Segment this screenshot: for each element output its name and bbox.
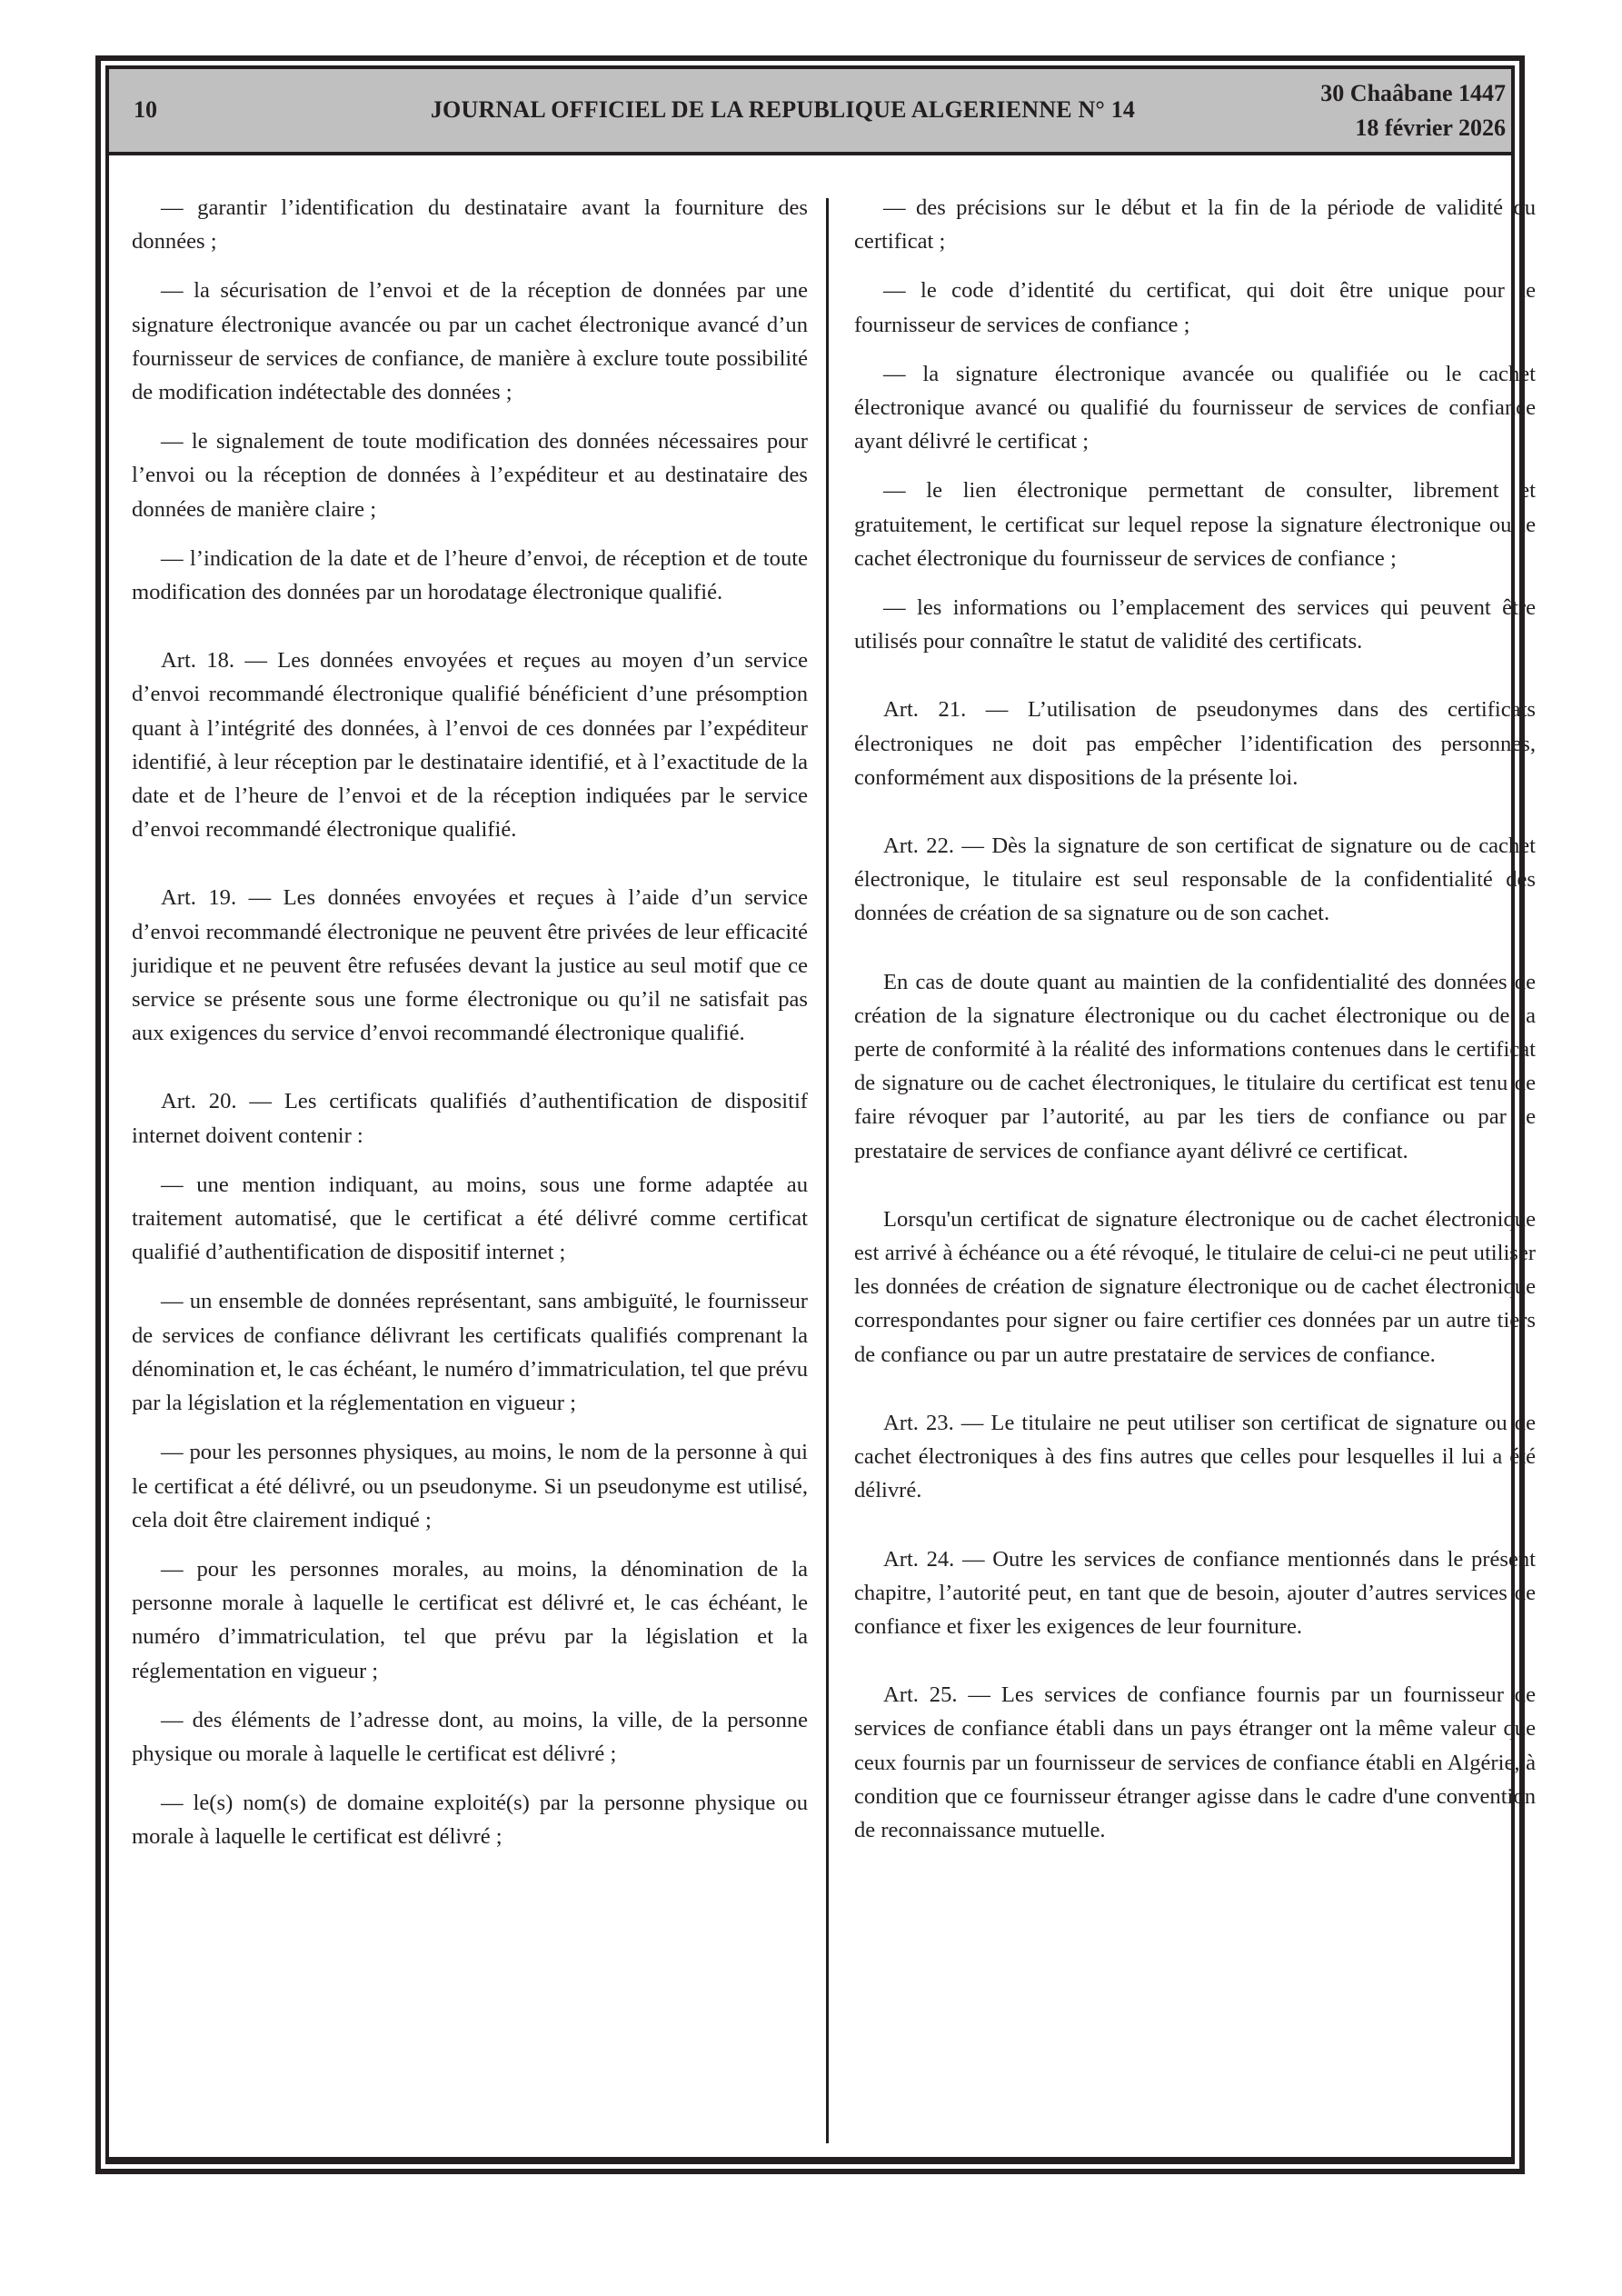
- paragraph: — les informations ou l’emplacement des services qui peuvent être utilisés pour connaître le statut de validité des certificats.: [854, 595, 1536, 654]
- paragraph: — des précisions sur le début et la fin de la période de validité du certificat ;: [854, 195, 1536, 255]
- article-25: Art. 25. — Les services de confiance fournis par un fournisseur de services de confiance établi dans un pays étranger ont la même valeur que ceux fournis par un fournisseur de services de confiance établi en Algérie, à condition que ce fournisseur étranger agisse dans le cadre d'une convention de reconnaissance mutuelle.: [854, 1682, 1536, 1842]
- paragraph: — l’indication de la date et de l’heure d’envoi, de réception et de toute modification des données par un horodatage électronique qualifié.: [132, 545, 808, 605]
- paragraph: — une mention indiquant, au moins, sous une forme adaptée au traitement automatisé, que le certificat a été délivré comme certificat qualifié d’authentification de dispositif internet ;: [132, 1172, 808, 1265]
- issue-dates: [1320, 76, 1506, 145]
- paragraph: — pour les personnes morales, au moins, la dénomination de la personne morale à laquelle le certificat est délivré et, le cas échéant, le numéro d’immatriculation, tel que prévu par la législation et la réglementation en vigueur ;: [132, 1556, 808, 1683]
- date-gregorian: 18 février 2026: [1355, 115, 1506, 141]
- article-20: Art. 20. — Les certificats qualifiés d’authentification de dispositif internet doivent contenir :: [132, 1089, 808, 1148]
- paragraph: — garantir l’identification du destinataire avant la fourniture des données ;: [132, 195, 808, 255]
- article-24: Art. 24. — Outre les services de confiance mentionnés dans le présent chapitre, l’autorité peut, en tant que de besoin, ajouter d’autres services de confiance et fixer les exigences de leur fourniture.: [854, 1546, 1536, 1639]
- page-frame-inner: [105, 65, 1536, 2164]
- journal-header: [109, 69, 1511, 155]
- text-columns: [132, 191, 1536, 2130]
- page-number: 10: [134, 96, 157, 123]
- column-divider: [826, 198, 829, 2143]
- journal-title: JOURNAL OFFICIEL DE LA REPUBLIQUE ALGERIENNE N° 14: [430, 96, 1136, 123]
- article-21: Art. 21. — L’utilisation de pseudonymes dans des certificats électroniques ne doit pas empêcher l’identification des personnes, conformément aux dispositions de la présente loi.: [854, 697, 1536, 790]
- paragraph: — le code d’identité du certificat, qui doit être unique pour le fournisseur de services de confiance ;: [854, 278, 1536, 337]
- paragraph: — pour les personnes physiques, au moins, le nom de la personne à qui le certificat a été délivré, ou un pseudonyme. Si un pseudonyme est utilisé, cela doit être clairement indiqué ;: [132, 1440, 808, 1532]
- right-column: [854, 191, 1536, 1862]
- article-18: Art. 18. — Les données envoyées et reçues au moyen d’un service d’envoi recommandé électronique qualifié bénéficient d’une présomption quant à l’intégrité des données, à l’envoi de ces données par l’expéditeur identifié, à leur réception par le destinataire identifié, et à l’exactitude de la date et de l’heure de l’envoi et de la réception indiquées par le service d’envoi recommandé électronique qualifié.: [132, 648, 808, 843]
- left-column: [132, 191, 808, 1870]
- page-frame-outer: [95, 55, 1536, 2174]
- article-23: Art. 23. — Le titulaire ne peut utiliser son certificat de signature ou de cachet électroniques à des fins autres que celles pour lesquelles il lui a été délivré.: [854, 1410, 1536, 1503]
- paragraph: — la signature électronique avancée ou qualifiée ou le cachet électronique avancé ou qualifié du fournisseur de services de confiance ayant délivré le certificat ;: [854, 361, 1536, 454]
- paragraph: — un ensemble de données représentant, sans ambiguïté, le fournisseur de services de confiance délivrant les certificats qualifiés comprenant la dénomination et, le cas échéant, le numéro d’immatriculation, tel que prévu par la législation et la réglementation en vigueur ;: [132, 1289, 808, 1416]
- paragraph: — le signalement de toute modification des données nécessaires pour l’envoi ou la réception de données à l’expéditeur et au destinataire des données de manière claire ;: [132, 429, 808, 522]
- paragraph: — des éléments de l’adresse dont, au moins, la ville, de la personne physique ou morale à laquelle le certificat est délivré ;: [132, 1707, 808, 1766]
- date-hijri: 30 Chaâbane 1447: [1320, 80, 1506, 106]
- paragraph: — le(s) nom(s) de domaine exploité(s) par la personne physique ou morale à laquelle le certificat est délivré ;: [132, 1791, 808, 1850]
- paragraph: Lorsqu'un certificat de signature électronique ou de cachet électronique est arrivé à échéance ou a été révoqué, le titulaire de celui-ci ne peut utiliser les données de création de signature électronique ou de cachet électronique correspondantes pour signer ou faire certifier ces données par un autre tiers de confiance ou par un autre prestataire de services de confiance.: [854, 1206, 1536, 1367]
- paragraph: — le lien électronique permettant de consulter, librement et gratuitement, le certificat sur lequel repose la signature électronique ou le cachet électronique du fournisseur de services de confiance ;: [854, 478, 1536, 571]
- article-19: Art. 19. — Les données envoyées et reçues à l’aide d’un service d’envoi recommandé électronique ne peuvent être privées de leur efficacité juridique et ne peuvent être refusées devant la justice au seul motif que ce service se présente sous une forme électronique ou qu’il ne satisfait pas aux exigences du service d’envoi recommandé électronique qualifié.: [132, 885, 808, 1046]
- paragraph: En cas de doute quant au maintien de la confidentialité des données de création de la signature électronique ou du cachet électronique ou de la perte de conformité à la réalité des informations contenues dans le certificat de signature ou de cachet électroniques, le titulaire du certificat est tenu de faire révoquer par l’autorité, au par les tiers de confiance ou par le prestataire de services de confiance ayant délivré ce certificat.: [854, 969, 1536, 1163]
- paragraph: — la sécurisation de l’envoi et de la réception de données par une signature électronique avancée ou par un cachet électronique avancé d’un fournisseur de services de confiance, de manière à exclure toute possibilité de modification indétectable des données ;: [132, 278, 808, 405]
- article-22: Art. 22. — Dès la signature de son certificat de signature ou de cachet électronique, le titulaire est seul responsable de la confidentialité des données de création de sa signature ou de son cachet.: [854, 834, 1536, 926]
